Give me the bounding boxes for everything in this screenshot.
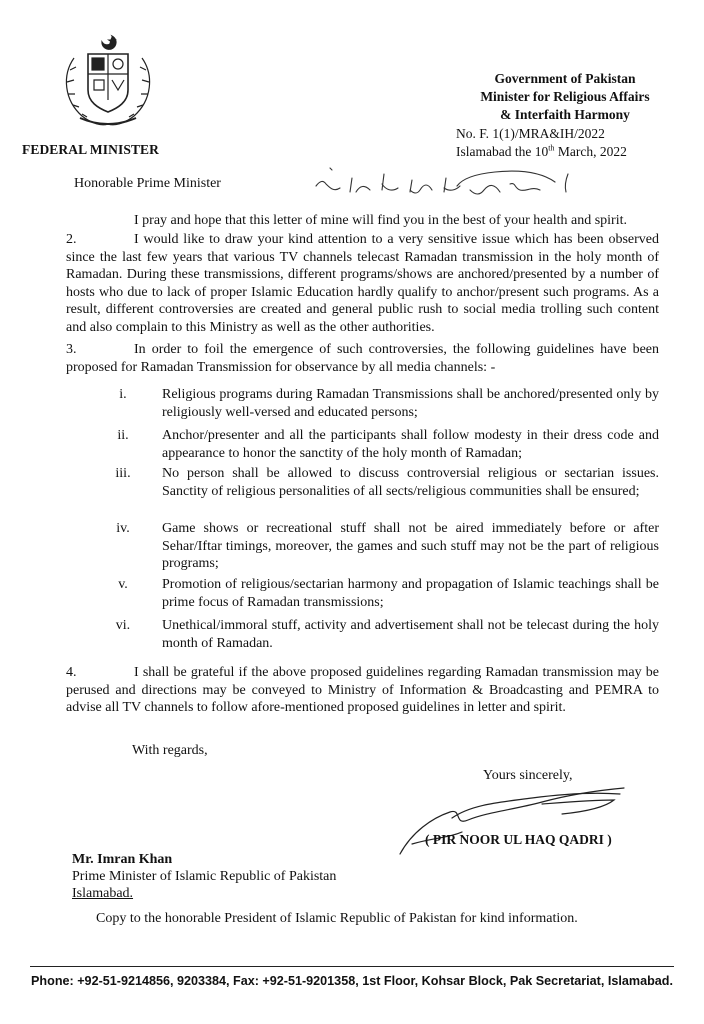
guideline-item: vi. Unethical/immoral stuff, activity and advertisement shall not be telecast during the holy month of Ramadan. [115, 618, 659, 651]
paragraph-1: I pray and hope that this letter of mine will find you in the best of your health and spirit. [134, 213, 628, 228]
signature-image [392, 782, 632, 860]
reference-number: No. F. 1(1)/MRA&IH/2022 [456, 126, 605, 141]
guideline-item: v. Promotion of religious/sectarian harmony and propagation of Islamic teachings shall be prime focus of Ramadan transmissions; [118, 577, 659, 610]
addressee-city: Islamabad. [72, 886, 134, 901]
ministry-heading-line2: & Interfaith Harmony [500, 107, 630, 122]
state-emblem [52, 30, 164, 130]
salutation: Honorable Prime Minister [74, 176, 221, 191]
paragraph-3: 3. In order to foil the emergence of such controversies, the following guidelines have been proposed for Ramadan Transmission for observance by all media channels: - [66, 342, 659, 375]
footer-contact: Phone: +92-51-9214856, 9203384, Fax: +92-51-9201358, 1st Floor, Kohsar Block, Pak Secretariat, Islamabad. [31, 974, 673, 988]
government-heading: Government of Pakistan [494, 71, 636, 86]
paragraph-2: 2. I would like to draw your kind attention to a very sensitive issue which has been observed since the last few years that various TV channels telecast Ramadan transmission in the holy month of Ramadan. During these transmissions, different programs/shows are anchored/presented by a number of hosts who due to lack of proper Islamic Education hardly qualify to anchor/present such programs. As a result, different controversies are created and general public rush to social media trolling such content and also complain to this Ministry as well as the other authorities. [66, 232, 659, 335]
copy-note: Copy to the honorable President of Islamic Republic of Pakistan for kind information. [96, 911, 578, 926]
letter-date: Islamabad the 10th March, 2022 [456, 143, 627, 159]
guideline-item: i. Religious programs during Ramadan Transmissions shall be anchored/presented only by religiously well-versed and educated persons; [119, 387, 659, 420]
guideline-item: iii. No person shall be allowed to discuss controversial religious or sectarian issues. Sanctity of religious personalities of all sects/religious communities shall be ensured; [115, 466, 659, 499]
addressee-name: Mr. Imran Khan [72, 852, 173, 867]
ministry-heading-line1: Minister for Religious Affairs [480, 89, 650, 104]
urdu-greeting-handwriting [300, 160, 580, 206]
federal-minister-label: FEDERAL MINISTER [22, 142, 160, 157]
closing-yours-sincerely: Yours sincerely, [483, 768, 573, 783]
guideline-item: ii. Anchor/presenter and all the participants shall follow modesty in their dress code and appearance to honor the sanctity of the holy month of Ramadan; [117, 428, 659, 461]
addressee-title: Prime Minister of Islamic Republic of Pakistan [72, 869, 337, 884]
footer-divider [30, 966, 674, 967]
signatory-name: ( PIR NOOR UL HAQ QADRI ) [425, 832, 612, 847]
closing-regards: With regards, [132, 743, 208, 758]
paragraph-4: 4. I shall be grateful if the above proposed guidelines regarding Ramadan transmission may be perused and directions may be conveyed to Ministry of Information & Broadcasting and PEMRA to advise all TV channels to follow afore-mentioned proposed guidelines in letter and spirit. [66, 665, 659, 715]
guideline-item: iv. Game shows or recreational stuff shall not be aired immediately before or after Sehar/Iftar timings, moreover, the games and such stuff may not be the part of religious programs; [116, 521, 659, 571]
